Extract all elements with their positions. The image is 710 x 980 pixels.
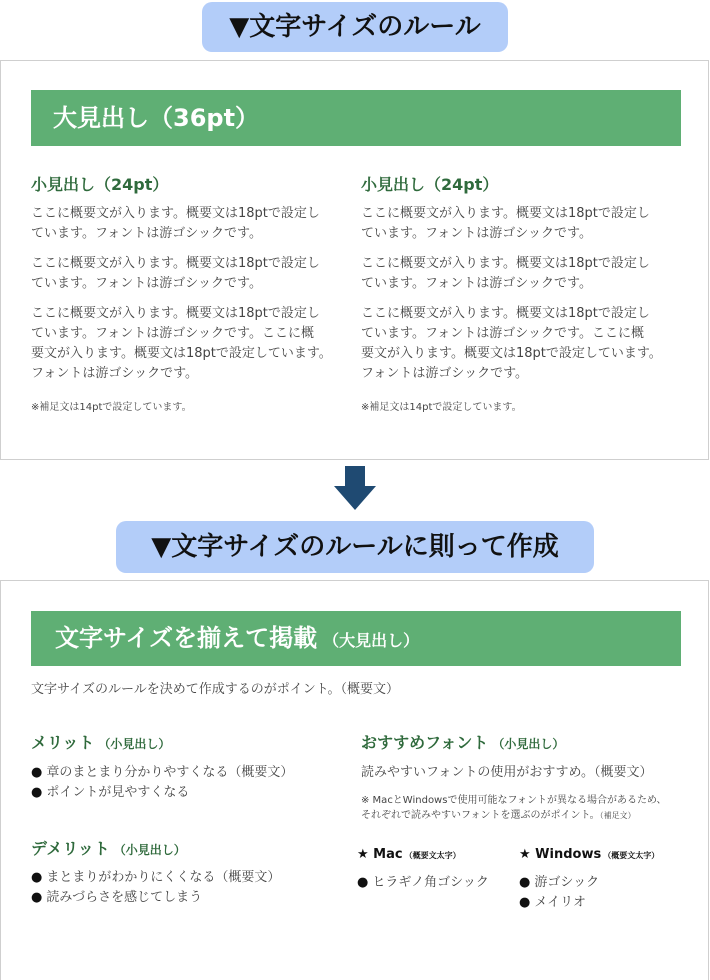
section-title-rules: ▼文字サイズのルール xyxy=(202,2,508,52)
rules-left-paragraph-1 xyxy=(31,204,320,244)
list-item-text: ヒラギノ角ゴシック xyxy=(372,875,489,890)
example-banner xyxy=(31,611,681,666)
bullet-icon: ● xyxy=(519,875,531,890)
bullet-icon: ● xyxy=(519,895,531,910)
bullet-icon: ● xyxy=(31,870,43,885)
merit-heading xyxy=(31,730,170,753)
windows-label xyxy=(519,847,659,862)
bullet-icon: ● xyxy=(357,875,369,890)
windows-font-list xyxy=(519,873,599,913)
bullet-icon: ● xyxy=(31,785,43,800)
mac-label xyxy=(357,847,461,862)
line: ここに概要文が入ります。概要文は18ptで設定し xyxy=(361,306,650,321)
line: ここに概要文が入ります。概要文は18ptで設定し xyxy=(31,306,320,321)
demerit-heading xyxy=(31,836,186,859)
fonts-heading xyxy=(361,730,564,753)
fonts-summary: 読みやすいフォントの使用がおすすめ。（概要文） xyxy=(361,765,653,780)
list-item xyxy=(31,868,280,888)
rules-right-paragraph-2 xyxy=(361,254,650,294)
rules-left-note: ※補足文は14ptで設定しています。 xyxy=(31,402,192,413)
line: フォントは游ゴシックです。 xyxy=(31,366,199,381)
fonts-heading-text: おすすめフォント xyxy=(361,733,489,752)
line: ここに概要文が入ります。概要文は18ptで設定し xyxy=(31,206,320,221)
list-item-text: ポイントが見やすくなる xyxy=(46,785,190,800)
line: ています。フォントは游ゴシックです。ここに概 xyxy=(31,326,315,341)
down-arrow-icon xyxy=(332,466,378,512)
mac-font-list xyxy=(357,873,489,893)
line: 要文が入ります。概要文は18ptで設定しています。 xyxy=(31,346,332,361)
line: ここに概要文が入ります。概要文は18ptで設定し xyxy=(361,206,650,221)
example-banner-tag: （大見出し） xyxy=(323,631,420,650)
fonts-note-line: ※ MacとWindowsで使用可能なフォントが異なる場合があるため、 xyxy=(361,795,667,806)
rules-right-paragraph-1 xyxy=(361,204,650,244)
demerit-heading-text: デメリット xyxy=(31,839,110,858)
line: ここに概要文が入ります。概要文は18ptで設定し xyxy=(361,256,650,271)
fonts-heading-tag: （小見出し） xyxy=(492,737,565,751)
demerit-heading-tag: （小見出し） xyxy=(113,843,186,857)
example-banner-title: 文字サイズを揃えて掲載 xyxy=(55,624,318,652)
list-item-text: メイリオ xyxy=(534,895,586,910)
rules-right-note: ※補足文は14ptで設定しています。 xyxy=(361,402,522,413)
line: ここに概要文が入ります。概要文は18ptで設定し xyxy=(31,256,320,271)
list-item-text: 読みづらさを感じてしまう xyxy=(46,890,203,905)
example-summary: 文字サイズのルールを決めて作成するのがポイント。（概要文） xyxy=(31,682,400,697)
line: ています。フォントは游ゴシックです。 xyxy=(31,276,263,291)
example-panel xyxy=(0,580,709,980)
rules-left-paragraph-3 xyxy=(31,304,332,384)
line: フォントは游ゴシックです。 xyxy=(361,366,529,381)
merit-list xyxy=(31,763,293,803)
line: ています。フォントは游ゴシックです。ここに概 xyxy=(361,326,645,341)
rules-left-heading: 小見出し（24pt） xyxy=(31,175,169,194)
list-item xyxy=(357,873,489,893)
section-title-applied: ▼文字サイズのルールに則って作成 xyxy=(116,521,594,573)
list-item xyxy=(31,783,293,803)
line: ています。フォントは游ゴシックです。 xyxy=(361,226,593,241)
rules-banner: 大見出し（36pt） xyxy=(31,90,681,146)
fonts-note-text: それぞれで読みやすいフォントを選ぶのがポイント。 xyxy=(361,810,600,821)
line: ています。フォントは游ゴシックです。 xyxy=(31,226,263,241)
line: ています。フォントは游ゴシックです。 xyxy=(361,276,593,291)
mac-label-text: ★ Mac xyxy=(357,847,403,862)
fonts-note xyxy=(361,793,667,823)
list-item-text: 游ゴシック xyxy=(534,875,600,890)
bullet-icon: ● xyxy=(31,890,43,905)
mac-label-tag: （概要文太字） xyxy=(404,851,461,860)
merit-heading-tag: （小見出し） xyxy=(98,737,171,751)
rules-left-paragraph-2 xyxy=(31,254,320,294)
list-item xyxy=(519,893,599,913)
rules-panel xyxy=(0,60,709,460)
fonts-note-line xyxy=(361,808,667,823)
bullet-icon: ● xyxy=(31,765,43,780)
line: 要文が入ります。概要文は18ptで設定しています。 xyxy=(361,346,662,361)
list-item xyxy=(31,888,280,908)
list-item-text: 章のまとまり分かりやすくなる（概要文） xyxy=(46,765,294,780)
rules-right-paragraph-3 xyxy=(361,304,662,384)
list-item-text: まとまりがわかりにくくなる（概要文） xyxy=(46,870,281,885)
merit-heading-text: メリット xyxy=(31,733,95,752)
windows-label-text: ★ Windows xyxy=(519,847,602,862)
list-item xyxy=(519,873,599,893)
demerit-list xyxy=(31,868,280,908)
windows-label-tag: （概要文太字） xyxy=(603,851,660,860)
fonts-note-tag: （補足文） xyxy=(599,811,636,820)
list-item xyxy=(31,763,293,783)
rules-right-heading: 小見出し（24pt） xyxy=(361,175,499,194)
